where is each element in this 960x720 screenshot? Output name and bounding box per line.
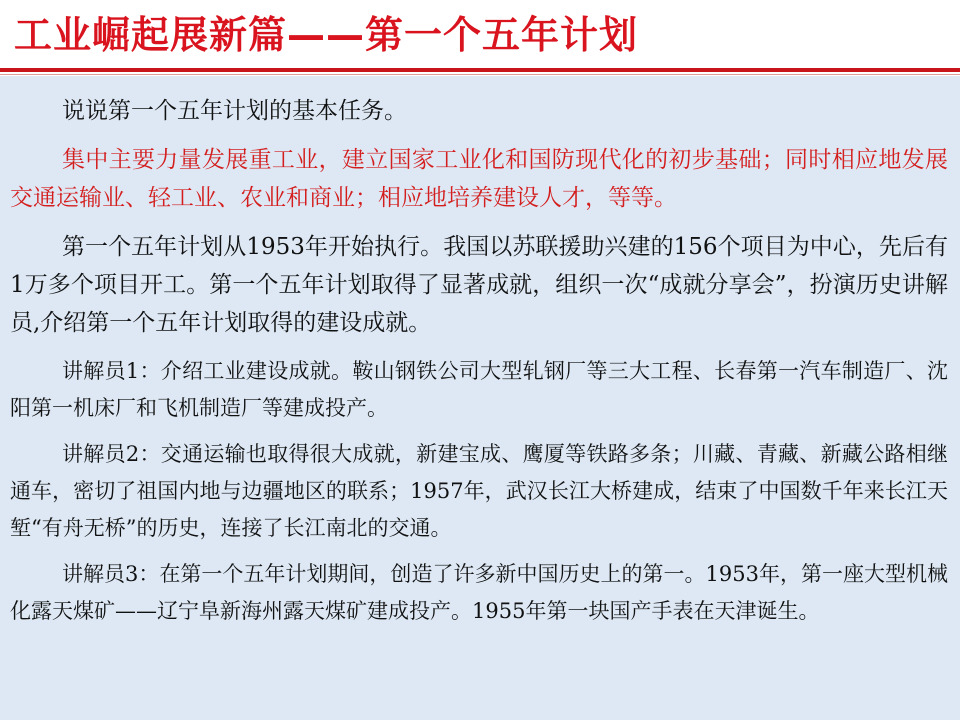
title-bar	[0, 0, 960, 72]
content-area	[0, 76, 960, 720]
plan-overview-paragraph: 第一个五年计划从1953年开始执行。我国以苏联援助兴建的156个项目为中心，先后有1万多个项目开工。第一个五年计划取得了显著成就，组织一次“成就分享会”，扮演历史讲解员,介绍第一个五年计划取得的建设成就。	[10, 234, 948, 336]
question-paragraph: 说说第一个五年计划的基本任务。	[62, 98, 407, 124]
title-divider-thin	[0, 74, 960, 75]
basic-task-paragraph: 集中主要力量发展重工业，建立国家工业化和国防现代化的初步基础；同时相应地发展交通运输业、轻工业、农业和商业；相应地培养建设人才，等等。	[10, 147, 948, 211]
slide-title: 工业崛起展新篇——第一个五年计划	[14, 13, 639, 57]
speaker-2-paragraph: 讲解员2：交通运输也取得很大成就，新建宝成、鹰厦等铁路多条；川藏、青藏、新藏公路相继通车，密切了祖国内地与边疆地区的联系；1957年，武汉长江大桥建成，结束了中国数千年来长江天堑“有舟无桥”的历史，连接了长江南北的交通。	[10, 442, 948, 540]
speaker-1-paragraph: 讲解员1：介绍工业建设成就。鞍山钢铁公司大型轧钢厂等三大工程、长春第一汽车制造厂、沈阳第一机床厂和飞机制造厂等建成投产。	[10, 359, 948, 420]
speaker-3-paragraph: 讲解员3：在第一个五年计划期间，创造了许多新中国历史上的第一。1953年，第一座大型机械化露天煤矿——辽宁阜新海州露天煤矿建成投产。1955年第一块国产手表在天津诞生。	[10, 562, 948, 623]
title-divider	[0, 68, 960, 72]
